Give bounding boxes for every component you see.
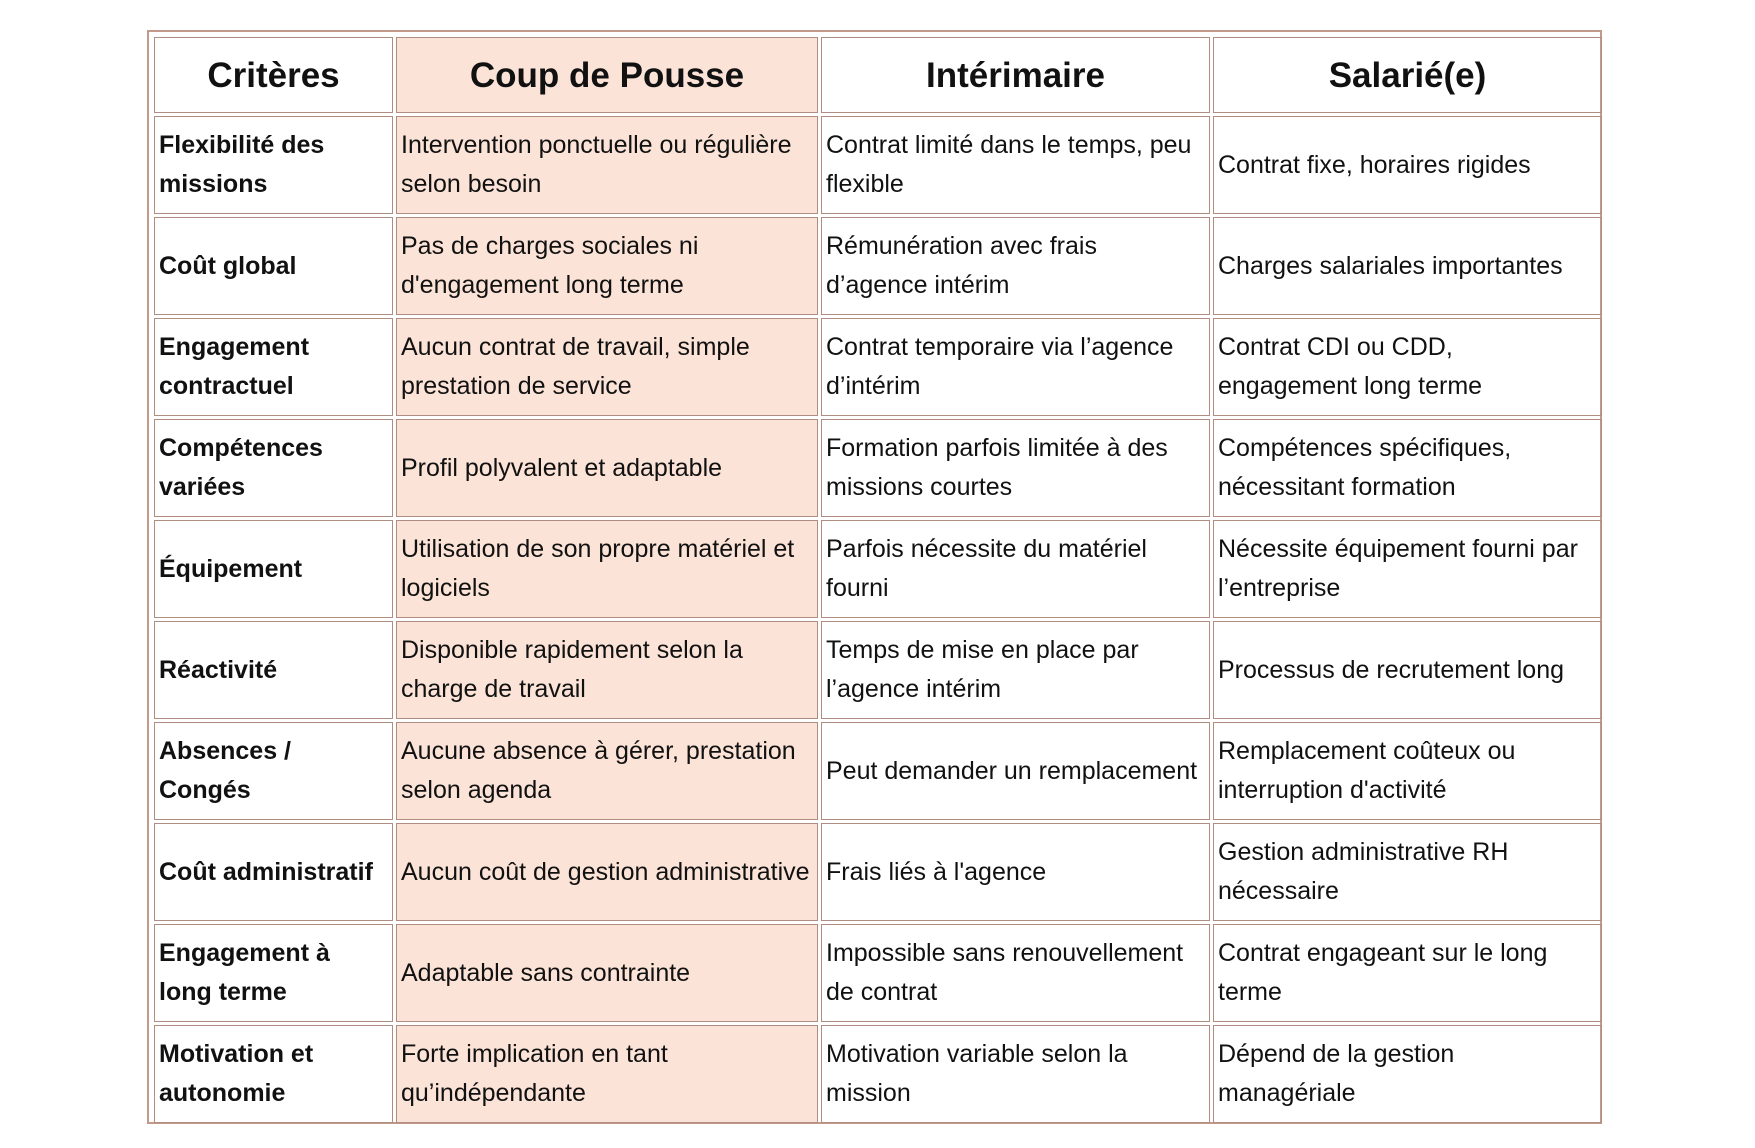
table-row [154, 823, 1602, 921]
table-row [154, 621, 1602, 719]
table-row [154, 419, 1602, 517]
salarie-cell: Nécessite équipement fourni par l’entreprise [1213, 520, 1602, 618]
table-row [154, 116, 1602, 214]
coup-de-pousse-cell: Intervention ponctuelle ou régulière selon besoin [396, 116, 818, 214]
criteria-cell: Motivation et autonomie [154, 1025, 393, 1123]
salarie-cell: Contrat engageant sur le long terme [1213, 924, 1602, 1022]
table-row [154, 217, 1602, 315]
coup-de-pousse-cell: Aucune absence à gérer, prestation selon agenda [396, 722, 818, 820]
table-header-row [154, 37, 1602, 113]
interimaire-cell: Temps de mise en place par l’agence intérim [821, 621, 1210, 719]
salarie-cell: Contrat CDI ou CDD, engagement long terme [1213, 318, 1602, 416]
salarie-cell: Charges salariales importantes [1213, 217, 1602, 315]
salarie-cell: Compétences spécifiques, nécessitant formation [1213, 419, 1602, 517]
salarie-cell: Dépend de la gestion managériale [1213, 1025, 1602, 1123]
table-row [154, 924, 1602, 1022]
interimaire-cell: Motivation variable selon la mission [821, 1025, 1210, 1123]
coup-de-pousse-cell: Aucun coût de gestion administrative [396, 823, 818, 921]
coup-de-pousse-cell: Aucun contrat de travail, simple prestation de service [396, 318, 818, 416]
salarie-cell: Contrat fixe, horaires rigides [1213, 116, 1602, 214]
table-row [154, 1025, 1602, 1123]
salarie-cell: Remplacement coûteux ou interruption d'activité [1213, 722, 1602, 820]
criteria-cell: Absences / Congés [154, 722, 393, 820]
interimaire-cell: Rémunération avec frais d’agence intérim [821, 217, 1210, 315]
coup-de-pousse-cell: Utilisation de son propre matériel et logiciels [396, 520, 818, 618]
interimaire-cell: Parfois nécessite du matériel fourni [821, 520, 1210, 618]
coup-de-pousse-cell: Disponible rapidement selon la charge de travail [396, 621, 818, 719]
comparison-table [151, 34, 1605, 1126]
interimaire-cell: Frais liés à l'agence [821, 823, 1210, 921]
interimaire-cell: Contrat limité dans le temps, peu flexible [821, 116, 1210, 214]
interimaire-cell: Formation parfois limitée à des missions courtes [821, 419, 1210, 517]
coup-de-pousse-cell: Pas de charges sociales ni d'engagement long terme [396, 217, 818, 315]
criteria-cell: Engagement à long terme [154, 924, 393, 1022]
table-row [154, 520, 1602, 618]
header-criteres: Critères [154, 37, 393, 113]
header-coup-de-pousse: Coup de Pousse [396, 37, 818, 113]
comparison-table-frame [147, 30, 1602, 1124]
coup-de-pousse-cell: Adaptable sans contrainte [396, 924, 818, 1022]
coup-de-pousse-cell: Profil polyvalent et adaptable [396, 419, 818, 517]
criteria-cell: Équipement [154, 520, 393, 618]
criteria-cell: Flexibilité des missions [154, 116, 393, 214]
table-row [154, 722, 1602, 820]
header-interimaire: Intérimaire [821, 37, 1210, 113]
header-salarie: Salarié(e) [1213, 37, 1602, 113]
salarie-cell: Processus de recrutement long [1213, 621, 1602, 719]
interimaire-cell: Impossible sans renouvellement de contrat [821, 924, 1210, 1022]
salarie-cell: Gestion administrative RH nécessaire [1213, 823, 1602, 921]
interimaire-cell: Contrat temporaire via l’agence d’intérim [821, 318, 1210, 416]
interimaire-cell: Peut demander un remplacement [821, 722, 1210, 820]
criteria-cell: Réactivité [154, 621, 393, 719]
table-row [154, 318, 1602, 416]
criteria-cell: Engagement contractuel [154, 318, 393, 416]
coup-de-pousse-cell: Forte implication en tant qu’indépendante [396, 1025, 818, 1123]
criteria-cell: Compétences variées [154, 419, 393, 517]
criteria-cell: Coût administratif [154, 823, 393, 921]
criteria-cell: Coût global [154, 217, 393, 315]
